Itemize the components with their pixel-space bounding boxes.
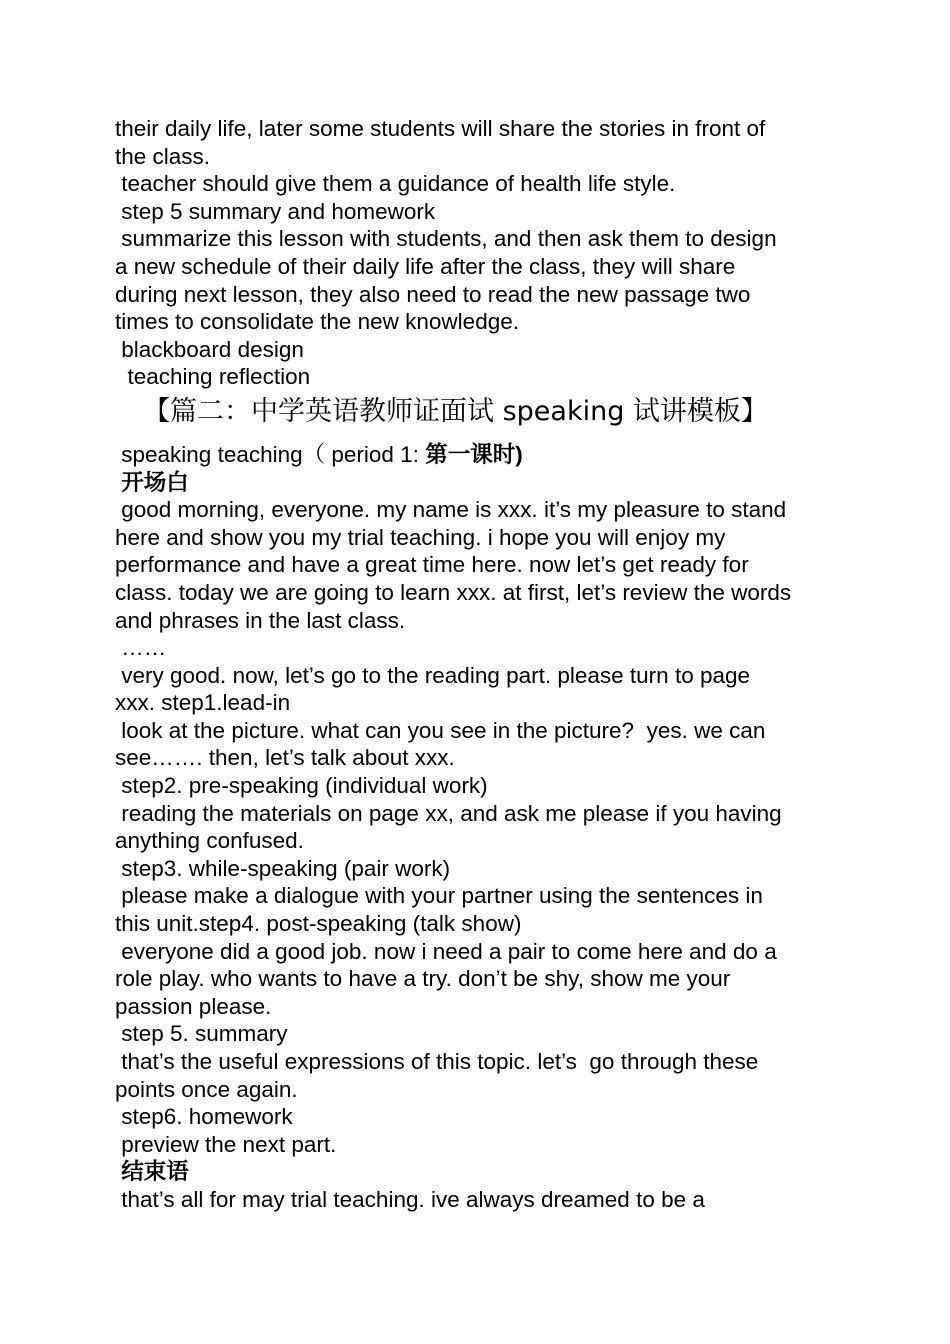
text-line: a new schedule of their daily life after the class, they will share	[115, 253, 736, 279]
text-line: step3. while-speaking (pair work)	[115, 855, 451, 881]
text-line: ……	[115, 635, 167, 661]
text-line: here and show you my trial teaching. i hope you will enjoy my	[115, 524, 726, 550]
text-block-top	[115, 115, 840, 391]
text-line: during next lesson, they also need to read the new passage two	[115, 281, 751, 307]
text-line: points once again.	[115, 1076, 298, 1102]
text-line: step 5. summary	[115, 1021, 288, 1047]
period-line-prefix: speaking teaching（ period 1:	[115, 441, 426, 467]
text-line: the class.	[115, 143, 211, 169]
text-line: role play. who wants to have a try. don’t be shy, show me your	[115, 966, 731, 992]
text-line: this unit.step4. post-speaking (talk show)	[115, 911, 522, 937]
text-block-middle	[115, 496, 840, 1158]
text-line: step2. pre-speaking (individual work)	[115, 773, 488, 799]
text-line: preview the next part.	[115, 1131, 337, 1157]
text-line: please make a dialogue with your partner using the sentences in	[115, 883, 763, 909]
closing-label: 结束语	[115, 1159, 189, 1185]
opening-label: 开场白	[115, 469, 189, 495]
text-line: good morning, everyone. my name is xxx. it’s my pleasure to stand	[115, 497, 787, 523]
text-block-end	[115, 1186, 840, 1214]
period-line-bold: 第一课时)	[425, 441, 523, 467]
period-line	[115, 441, 840, 469]
text-line: xxx. step1.lead-in	[115, 690, 291, 716]
text-line: reading the materials on page xx, and ask me please if you having	[115, 800, 782, 826]
document-page	[115, 115, 840, 1214]
text-line: that’s all for may trial teaching. ive always dreamed to be a	[115, 1186, 705, 1212]
text-line: teacher should give them a guidance of health life style.	[115, 171, 676, 197]
text-line: everyone did a good job. now i need a pair to come here and do a	[115, 938, 777, 964]
text-line: anything confused.	[115, 828, 304, 854]
text-line: blackboard design	[115, 336, 304, 362]
text-line: their daily life, later some students will share the stories in front of	[115, 116, 766, 141]
text-line: step6. homework	[115, 1104, 293, 1130]
text-line: step 5 summary and homework	[115, 198, 436, 224]
text-line: teaching reflection	[115, 364, 311, 390]
text-line: and phrases in the last class.	[115, 607, 406, 633]
text-line: look at the picture. what can you see in the picture? yes. we can	[115, 717, 766, 743]
text-line: passion please.	[115, 993, 272, 1019]
text-line: summarize this lesson with students, and then ask them to design	[115, 226, 777, 252]
text-line: class. today we are going to learn xxx. at first, let’s review the words	[115, 579, 792, 605]
text-line: times to consolidate the new knowledge.	[115, 309, 519, 335]
text-line: that’s the useful expressions of this topic. let’s go through these	[115, 1049, 759, 1074]
text-line: see……. then, let’s talk about xxx.	[115, 745, 455, 771]
section-heading: 【篇二：中学英语教师证面试 speaking 试讲模板】	[143, 395, 768, 427]
text-line: very good. now, let’s go to the reading part. please turn to page	[115, 662, 751, 688]
text-line: performance and have a great time here. now let’s get ready for	[115, 552, 749, 578]
